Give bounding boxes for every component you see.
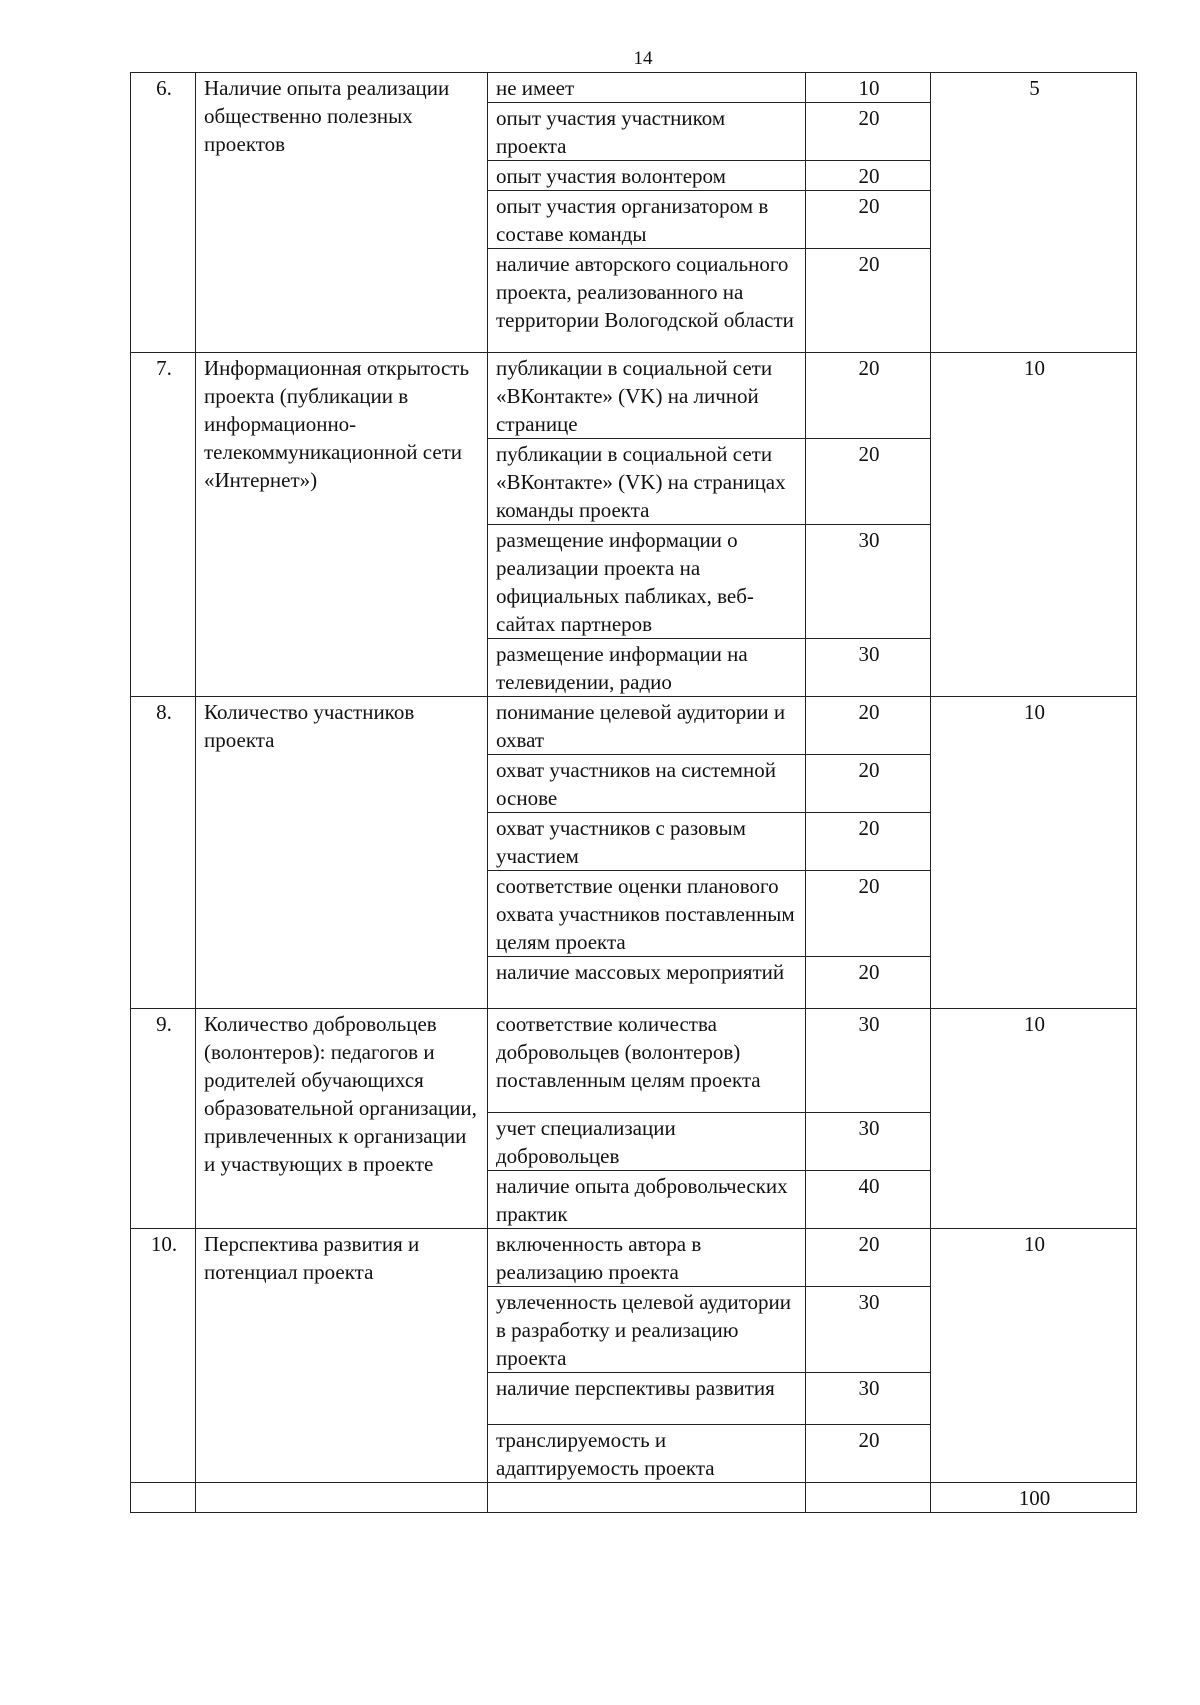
sub-criterion-points: 20 xyxy=(806,1425,931,1483)
criterion-weight: 10 xyxy=(931,697,1137,1009)
sub-criterion-points: 20 xyxy=(806,439,931,525)
sub-criterion-text: охват участников на системной основе xyxy=(488,755,806,813)
sub-criterion-text: опыт участия организатором в составе команды xyxy=(488,191,806,249)
criterion-weight: 5 xyxy=(931,73,1137,353)
total-row xyxy=(131,1483,1137,1513)
sub-criterion-points: 20 xyxy=(806,813,931,871)
sub-criterion-points: 10 xyxy=(806,73,931,103)
criterion-weight: 10 xyxy=(931,1009,1137,1229)
sub-criterion-points: 20 xyxy=(806,871,931,957)
empty-cell xyxy=(196,1483,488,1513)
sub-criterion-points: 40 xyxy=(806,1171,931,1229)
criterion-weight: 10 xyxy=(931,1229,1137,1483)
criterion-name: Количество добровольцев (волонтеров): педагогов и родителей обучающихся образовательной организации, привлеченных к организации и участвующих в проекте xyxy=(196,1009,488,1229)
sub-criterion-text: охват участников с разовым участием xyxy=(488,813,806,871)
empty-cell xyxy=(488,1483,806,1513)
sub-criterion-text: транслируемость и адаптируемость проекта xyxy=(488,1425,806,1483)
criterion-number: 6. xyxy=(131,73,196,353)
sub-criterion-text: наличие перспективы развития xyxy=(488,1373,806,1425)
criterion-name: Перспектива развития и потенциал проекта xyxy=(196,1229,488,1483)
sub-criterion-points: 30 xyxy=(806,1287,931,1373)
table-row xyxy=(131,1229,1137,1287)
criteria-table xyxy=(130,72,1137,1513)
sub-criterion-text: размещение информации о реализации проекта на официальных пабликах, веб-сайтах партнеров xyxy=(488,525,806,639)
sub-criterion-text: публикации в социальной сети «ВКонтакте» (VK) на личной странице xyxy=(488,353,806,439)
sub-criterion-text: увлеченность целевой аудитории в разработку и реализацию проекта xyxy=(488,1287,806,1373)
criterion-number: 8. xyxy=(131,697,196,1009)
sub-criterion-text: наличие авторского социального проекта, реализованного на территории Вологодской области xyxy=(488,249,806,353)
criterion-number: 10. xyxy=(131,1229,196,1483)
sub-criterion-text: опыт участия участником проекта xyxy=(488,103,806,161)
sub-criterion-points: 30 xyxy=(806,525,931,639)
sub-criterion-text: размещение информации на телевидении, радио xyxy=(488,639,806,697)
empty-cell xyxy=(806,1483,931,1513)
sub-criterion-points: 30 xyxy=(806,1009,931,1113)
criteria-table-body xyxy=(131,73,1137,1513)
sub-criterion-text: наличие опыта добровольческих практик xyxy=(488,1171,806,1229)
sub-criterion-points: 20 xyxy=(806,191,931,249)
sub-criterion-points: 20 xyxy=(806,1229,931,1287)
table-row xyxy=(131,1009,1137,1113)
sub-criterion-text: наличие массовых мероприятий xyxy=(488,957,806,1009)
sub-criterion-points: 20 xyxy=(806,697,931,755)
criterion-name: Количество участников проекта xyxy=(196,697,488,1009)
page-number: 14 xyxy=(633,48,653,69)
sub-criterion-text: соответствие количества добровольцев (волонтеров) поставленным целям проекта xyxy=(488,1009,806,1113)
sub-criterion-points: 20 xyxy=(806,103,931,161)
sub-criterion-points: 20 xyxy=(806,353,931,439)
sub-criterion-points: 30 xyxy=(806,639,931,697)
criterion-weight: 10 xyxy=(931,353,1137,697)
sub-criterion-text: не имеет xyxy=(488,73,806,103)
empty-cell xyxy=(131,1483,196,1513)
sub-criterion-text: соответствие оценки планового охвата участников поставленным целям проекта xyxy=(488,871,806,957)
table-row xyxy=(131,697,1137,755)
sub-criterion-text: учет специализации добровольцев xyxy=(488,1113,806,1171)
sub-criterion-points: 20 xyxy=(806,957,931,1009)
sub-criterion-text: публикации в социальной сети «ВКонтакте» (VK) на страницах команды проекта xyxy=(488,439,806,525)
criterion-name: Информационная открытость проекта (публикации в информационно-телекоммуникационной сети «Интернет») xyxy=(196,353,488,697)
sub-criterion-points: 30 xyxy=(806,1113,931,1171)
sub-criterion-text: понимание целевой аудитории и охват xyxy=(488,697,806,755)
criterion-number: 9. xyxy=(131,1009,196,1229)
sub-criterion-text: включенность автора в реализацию проекта xyxy=(488,1229,806,1287)
sub-criterion-points: 20 xyxy=(806,161,931,191)
criterion-number: 7. xyxy=(131,353,196,697)
table-row xyxy=(131,353,1137,439)
sub-criterion-text: опыт участия волонтером xyxy=(488,161,806,191)
sub-criterion-points: 30 xyxy=(806,1373,931,1425)
table-row xyxy=(131,73,1137,103)
criterion-name: Наличие опыта реализации общественно полезных проектов xyxy=(196,73,488,353)
sub-criterion-points: 20 xyxy=(806,249,931,353)
sub-criterion-points: 20 xyxy=(806,755,931,813)
total-weight: 100 xyxy=(931,1483,1137,1513)
